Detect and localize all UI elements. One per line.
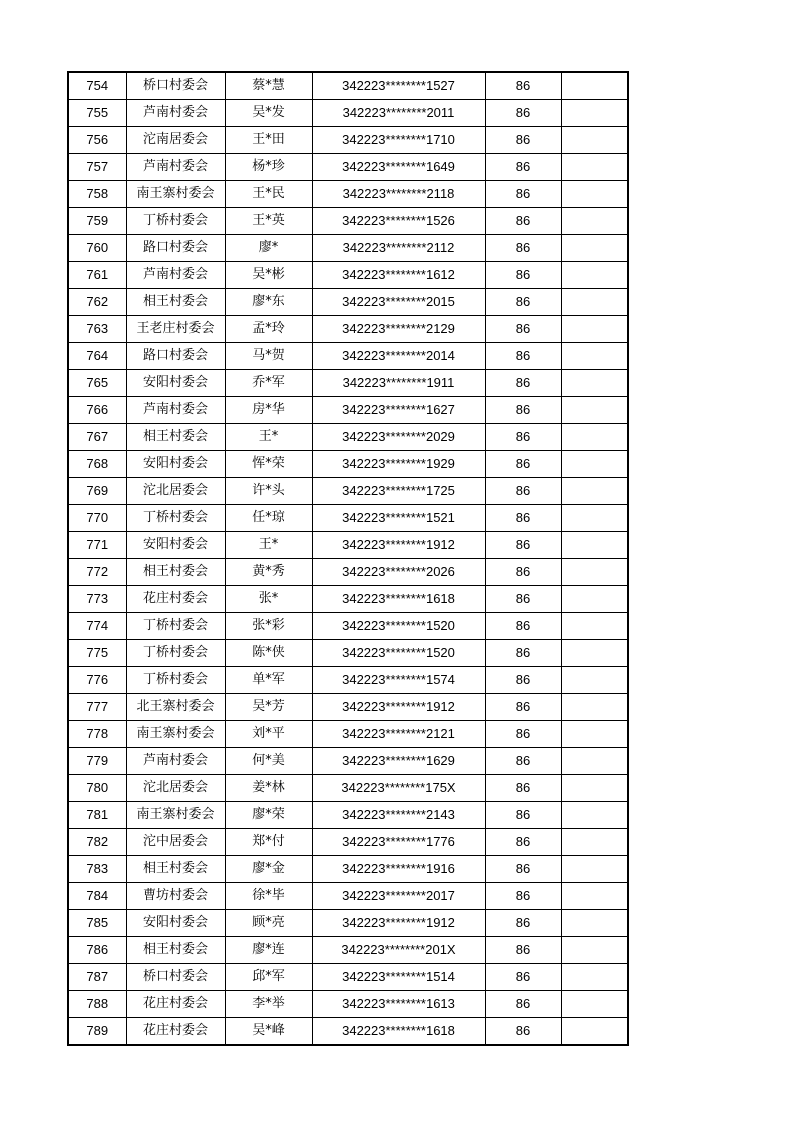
table-row: [68, 613, 628, 640]
score-cell: 86: [485, 883, 561, 910]
person-name-cell: 廖*金: [225, 856, 312, 883]
person-name-cell: 姜*林: [225, 775, 312, 802]
score-cell: 86: [485, 748, 561, 775]
table-row: [68, 559, 628, 586]
committee-cell: 安阳村委会: [126, 370, 225, 397]
table-row: [68, 100, 628, 127]
remark-cell: [561, 640, 628, 667]
row-number-cell: 763: [68, 316, 126, 343]
score-cell: 86: [485, 613, 561, 640]
row-number-cell: 755: [68, 100, 126, 127]
person-name-cell: 蔡*慧: [225, 72, 312, 100]
remark-cell: [561, 775, 628, 802]
committee-cell: 丁桥村委会: [126, 613, 225, 640]
row-number-cell: 769: [68, 478, 126, 505]
person-name-cell: 吴*峰: [225, 1018, 312, 1046]
committee-cell: 花庄村委会: [126, 1018, 225, 1046]
table-row: [68, 802, 628, 829]
id-number-cell: 342223********1911: [312, 370, 485, 397]
score-cell: 86: [485, 343, 561, 370]
committee-cell: 桥口村委会: [126, 964, 225, 991]
id-number-cell: 342223********1629: [312, 748, 485, 775]
row-number-cell: 784: [68, 883, 126, 910]
table-row: [68, 262, 628, 289]
score-cell: 86: [485, 910, 561, 937]
table-row: [68, 1018, 628, 1046]
committee-cell: 芦南村委会: [126, 154, 225, 181]
person-name-cell: 杨*珍: [225, 154, 312, 181]
roster-table-body: [68, 72, 628, 1045]
committee-cell: 花庄村委会: [126, 586, 225, 613]
score-cell: 86: [485, 289, 561, 316]
committee-cell: 相王村委会: [126, 559, 225, 586]
remark-cell: [561, 613, 628, 640]
committee-cell: 相王村委会: [126, 937, 225, 964]
row-number-cell: 783: [68, 856, 126, 883]
table-row: [68, 775, 628, 802]
roster-table: [67, 71, 629, 1046]
committee-cell: 南王寨村委会: [126, 181, 225, 208]
score-cell: 86: [485, 667, 561, 694]
person-name-cell: 王*民: [225, 181, 312, 208]
score-cell: 86: [485, 937, 561, 964]
table-row: [68, 208, 628, 235]
table-row: [68, 991, 628, 1018]
id-number-cell: 342223********201X: [312, 937, 485, 964]
remark-cell: [561, 397, 628, 424]
person-name-cell: 吴*芳: [225, 694, 312, 721]
row-number-cell: 767: [68, 424, 126, 451]
id-number-cell: 342223********1912: [312, 694, 485, 721]
committee-cell: 南王寨村委会: [126, 802, 225, 829]
id-number-cell: 342223********1912: [312, 910, 485, 937]
score-cell: 86: [485, 991, 561, 1018]
id-number-cell: 342223********1627: [312, 397, 485, 424]
id-number-cell: 342223********2118: [312, 181, 485, 208]
person-name-cell: 孟*玲: [225, 316, 312, 343]
person-name-cell: 何*美: [225, 748, 312, 775]
id-number-cell: 342223********1612: [312, 262, 485, 289]
row-number-cell: 787: [68, 964, 126, 991]
committee-cell: 曹坊村委会: [126, 883, 225, 910]
id-number-cell: 342223********1618: [312, 1018, 485, 1046]
remark-cell: [561, 964, 628, 991]
score-cell: 86: [485, 532, 561, 559]
score-cell: 86: [485, 316, 561, 343]
remark-cell: [561, 991, 628, 1018]
score-cell: 86: [485, 262, 561, 289]
id-number-cell: 342223********2014: [312, 343, 485, 370]
table-row: [68, 748, 628, 775]
committee-cell: 沱中居委会: [126, 829, 225, 856]
row-number-cell: 785: [68, 910, 126, 937]
table-row: [68, 937, 628, 964]
row-number-cell: 761: [68, 262, 126, 289]
score-cell: 86: [485, 775, 561, 802]
row-number-cell: 778: [68, 721, 126, 748]
remark-cell: [561, 532, 628, 559]
score-cell: 86: [485, 208, 561, 235]
person-name-cell: 顾*亮: [225, 910, 312, 937]
person-name-cell: 廖*荣: [225, 802, 312, 829]
table-row: [68, 451, 628, 478]
person-name-cell: 刘*平: [225, 721, 312, 748]
table-row: [68, 964, 628, 991]
remark-cell: [561, 478, 628, 505]
row-number-cell: 779: [68, 748, 126, 775]
id-number-cell: 342223********1574: [312, 667, 485, 694]
id-number-cell: 342223********1725: [312, 478, 485, 505]
score-cell: 86: [485, 802, 561, 829]
person-name-cell: 廖*连: [225, 937, 312, 964]
committee-cell: 安阳村委会: [126, 910, 225, 937]
remark-cell: [561, 721, 628, 748]
person-name-cell: 恽*荣: [225, 451, 312, 478]
row-number-cell: 762: [68, 289, 126, 316]
score-cell: 86: [485, 640, 561, 667]
table-row: [68, 181, 628, 208]
id-number-cell: 342223********2015: [312, 289, 485, 316]
person-name-cell: 邱*军: [225, 964, 312, 991]
score-cell: 86: [485, 505, 561, 532]
remark-cell: [561, 802, 628, 829]
score-cell: 86: [485, 694, 561, 721]
id-number-cell: 342223********1520: [312, 613, 485, 640]
table-row: [68, 424, 628, 451]
row-number-cell: 758: [68, 181, 126, 208]
person-name-cell: 许*头: [225, 478, 312, 505]
person-name-cell: 吴*彬: [225, 262, 312, 289]
remark-cell: [561, 100, 628, 127]
score-cell: 86: [485, 856, 561, 883]
committee-cell: 相王村委会: [126, 424, 225, 451]
remark-cell: [561, 694, 628, 721]
id-number-cell: 342223********1526: [312, 208, 485, 235]
committee-cell: 相王村委会: [126, 289, 225, 316]
committee-cell: 安阳村委会: [126, 532, 225, 559]
row-number-cell: 772: [68, 559, 126, 586]
remark-cell: [561, 1018, 628, 1046]
id-number-cell: 342223********1520: [312, 640, 485, 667]
row-number-cell: 781: [68, 802, 126, 829]
id-number-cell: 342223********1514: [312, 964, 485, 991]
row-number-cell: 773: [68, 586, 126, 613]
score-cell: 86: [485, 154, 561, 181]
row-number-cell: 774: [68, 613, 126, 640]
score-cell: 86: [485, 721, 561, 748]
row-number-cell: 788: [68, 991, 126, 1018]
table-row: [68, 505, 628, 532]
remark-cell: [561, 370, 628, 397]
person-name-cell: 黄*秀: [225, 559, 312, 586]
id-number-cell: 342223********1618: [312, 586, 485, 613]
table-row: [68, 72, 628, 100]
committee-cell: 北王寨村委会: [126, 694, 225, 721]
table-row: [68, 856, 628, 883]
remark-cell: [561, 856, 628, 883]
committee-cell: 沱北居委会: [126, 775, 225, 802]
row-number-cell: 754: [68, 72, 126, 100]
score-cell: 86: [485, 1018, 561, 1046]
person-name-cell: 廖*: [225, 235, 312, 262]
score-cell: 86: [485, 451, 561, 478]
committee-cell: 南王寨村委会: [126, 721, 225, 748]
id-number-cell: 342223********175X: [312, 775, 485, 802]
table-row: [68, 667, 628, 694]
committee-cell: 王老庄村委会: [126, 316, 225, 343]
committee-cell: 沱南居委会: [126, 127, 225, 154]
person-name-cell: 徐*毕: [225, 883, 312, 910]
committee-cell: 丁桥村委会: [126, 208, 225, 235]
committee-cell: 路口村委会: [126, 343, 225, 370]
table-row: [68, 586, 628, 613]
id-number-cell: 342223********1710: [312, 127, 485, 154]
table-row: [68, 343, 628, 370]
person-name-cell: 房*华: [225, 397, 312, 424]
committee-cell: 丁桥村委会: [126, 505, 225, 532]
id-number-cell: 342223********2121: [312, 721, 485, 748]
remark-cell: [561, 343, 628, 370]
remark-cell: [561, 883, 628, 910]
score-cell: 86: [485, 72, 561, 100]
row-number-cell: 764: [68, 343, 126, 370]
id-number-cell: 342223********2026: [312, 559, 485, 586]
table-row: [68, 478, 628, 505]
committee-cell: 丁桥村委会: [126, 667, 225, 694]
remark-cell: [561, 235, 628, 262]
id-number-cell: 342223********2112: [312, 235, 485, 262]
score-cell: 86: [485, 181, 561, 208]
id-number-cell: 342223********2029: [312, 424, 485, 451]
committee-cell: 芦南村委会: [126, 262, 225, 289]
person-name-cell: 王*田: [225, 127, 312, 154]
remark-cell: [561, 451, 628, 478]
row-number-cell: 760: [68, 235, 126, 262]
table-row: [68, 694, 628, 721]
id-number-cell: 342223********1929: [312, 451, 485, 478]
id-number-cell: 342223********1912: [312, 532, 485, 559]
table-row: [68, 289, 628, 316]
remark-cell: [561, 586, 628, 613]
row-number-cell: 786: [68, 937, 126, 964]
committee-cell: 芦南村委会: [126, 100, 225, 127]
table-row: [68, 829, 628, 856]
remark-cell: [561, 208, 628, 235]
person-name-cell: 张*彩: [225, 613, 312, 640]
row-number-cell: 777: [68, 694, 126, 721]
table-row: [68, 910, 628, 937]
row-number-cell: 771: [68, 532, 126, 559]
row-number-cell: 768: [68, 451, 126, 478]
person-name-cell: 王*: [225, 532, 312, 559]
remark-cell: [561, 289, 628, 316]
committee-cell: 沱北居委会: [126, 478, 225, 505]
person-name-cell: 乔*军: [225, 370, 312, 397]
remark-cell: [561, 72, 628, 100]
row-number-cell: 759: [68, 208, 126, 235]
committee-cell: 路口村委会: [126, 235, 225, 262]
id-number-cell: 342223********1527: [312, 72, 485, 100]
remark-cell: [561, 748, 628, 775]
remark-cell: [561, 316, 628, 343]
person-name-cell: 吴*发: [225, 100, 312, 127]
row-number-cell: 765: [68, 370, 126, 397]
remark-cell: [561, 667, 628, 694]
score-cell: 86: [485, 478, 561, 505]
committee-cell: 相王村委会: [126, 856, 225, 883]
remark-cell: [561, 154, 628, 181]
table-row: [68, 154, 628, 181]
table-row: [68, 883, 628, 910]
score-cell: 86: [485, 397, 561, 424]
remark-cell: [561, 424, 628, 451]
remark-cell: [561, 505, 628, 532]
committee-cell: 桥口村委会: [126, 72, 225, 100]
committee-cell: 芦南村委会: [126, 397, 225, 424]
row-number-cell: 782: [68, 829, 126, 856]
table-row: [68, 316, 628, 343]
remark-cell: [561, 910, 628, 937]
person-name-cell: 任*琼: [225, 505, 312, 532]
table-row: [68, 721, 628, 748]
person-name-cell: 单*军: [225, 667, 312, 694]
id-number-cell: 342223********2011: [312, 100, 485, 127]
remark-cell: [561, 262, 628, 289]
row-number-cell: 775: [68, 640, 126, 667]
committee-cell: 丁桥村委会: [126, 640, 225, 667]
remark-cell: [561, 559, 628, 586]
committee-cell: 安阳村委会: [126, 451, 225, 478]
id-number-cell: 342223********1649: [312, 154, 485, 181]
score-cell: 86: [485, 100, 561, 127]
table-row: [68, 397, 628, 424]
committee-cell: 花庄村委会: [126, 991, 225, 1018]
person-name-cell: 王*英: [225, 208, 312, 235]
id-number-cell: 342223********2017: [312, 883, 485, 910]
score-cell: 86: [485, 559, 561, 586]
row-number-cell: 770: [68, 505, 126, 532]
score-cell: 86: [485, 235, 561, 262]
row-number-cell: 789: [68, 1018, 126, 1046]
id-number-cell: 342223********1776: [312, 829, 485, 856]
score-cell: 86: [485, 424, 561, 451]
score-cell: 86: [485, 829, 561, 856]
remark-cell: [561, 181, 628, 208]
remark-cell: [561, 937, 628, 964]
row-number-cell: 766: [68, 397, 126, 424]
table-row: [68, 370, 628, 397]
committee-cell: 芦南村委会: [126, 748, 225, 775]
score-cell: 86: [485, 586, 561, 613]
id-number-cell: 342223********1613: [312, 991, 485, 1018]
row-number-cell: 757: [68, 154, 126, 181]
id-number-cell: 342223********2143: [312, 802, 485, 829]
person-name-cell: 陈*侠: [225, 640, 312, 667]
person-name-cell: 郑*付: [225, 829, 312, 856]
score-cell: 86: [485, 370, 561, 397]
score-cell: 86: [485, 127, 561, 154]
person-name-cell: 李*举: [225, 991, 312, 1018]
row-number-cell: 780: [68, 775, 126, 802]
row-number-cell: 776: [68, 667, 126, 694]
row-number-cell: 756: [68, 127, 126, 154]
id-number-cell: 342223********1521: [312, 505, 485, 532]
score-cell: 86: [485, 964, 561, 991]
person-name-cell: 王*: [225, 424, 312, 451]
table-row: [68, 640, 628, 667]
table-row: [68, 532, 628, 559]
person-name-cell: 张*: [225, 586, 312, 613]
person-name-cell: 马*贺: [225, 343, 312, 370]
id-number-cell: 342223********2129: [312, 316, 485, 343]
table-row: [68, 127, 628, 154]
table-row: [68, 235, 628, 262]
id-number-cell: 342223********1916: [312, 856, 485, 883]
remark-cell: [561, 829, 628, 856]
remark-cell: [561, 127, 628, 154]
person-name-cell: 廖*东: [225, 289, 312, 316]
